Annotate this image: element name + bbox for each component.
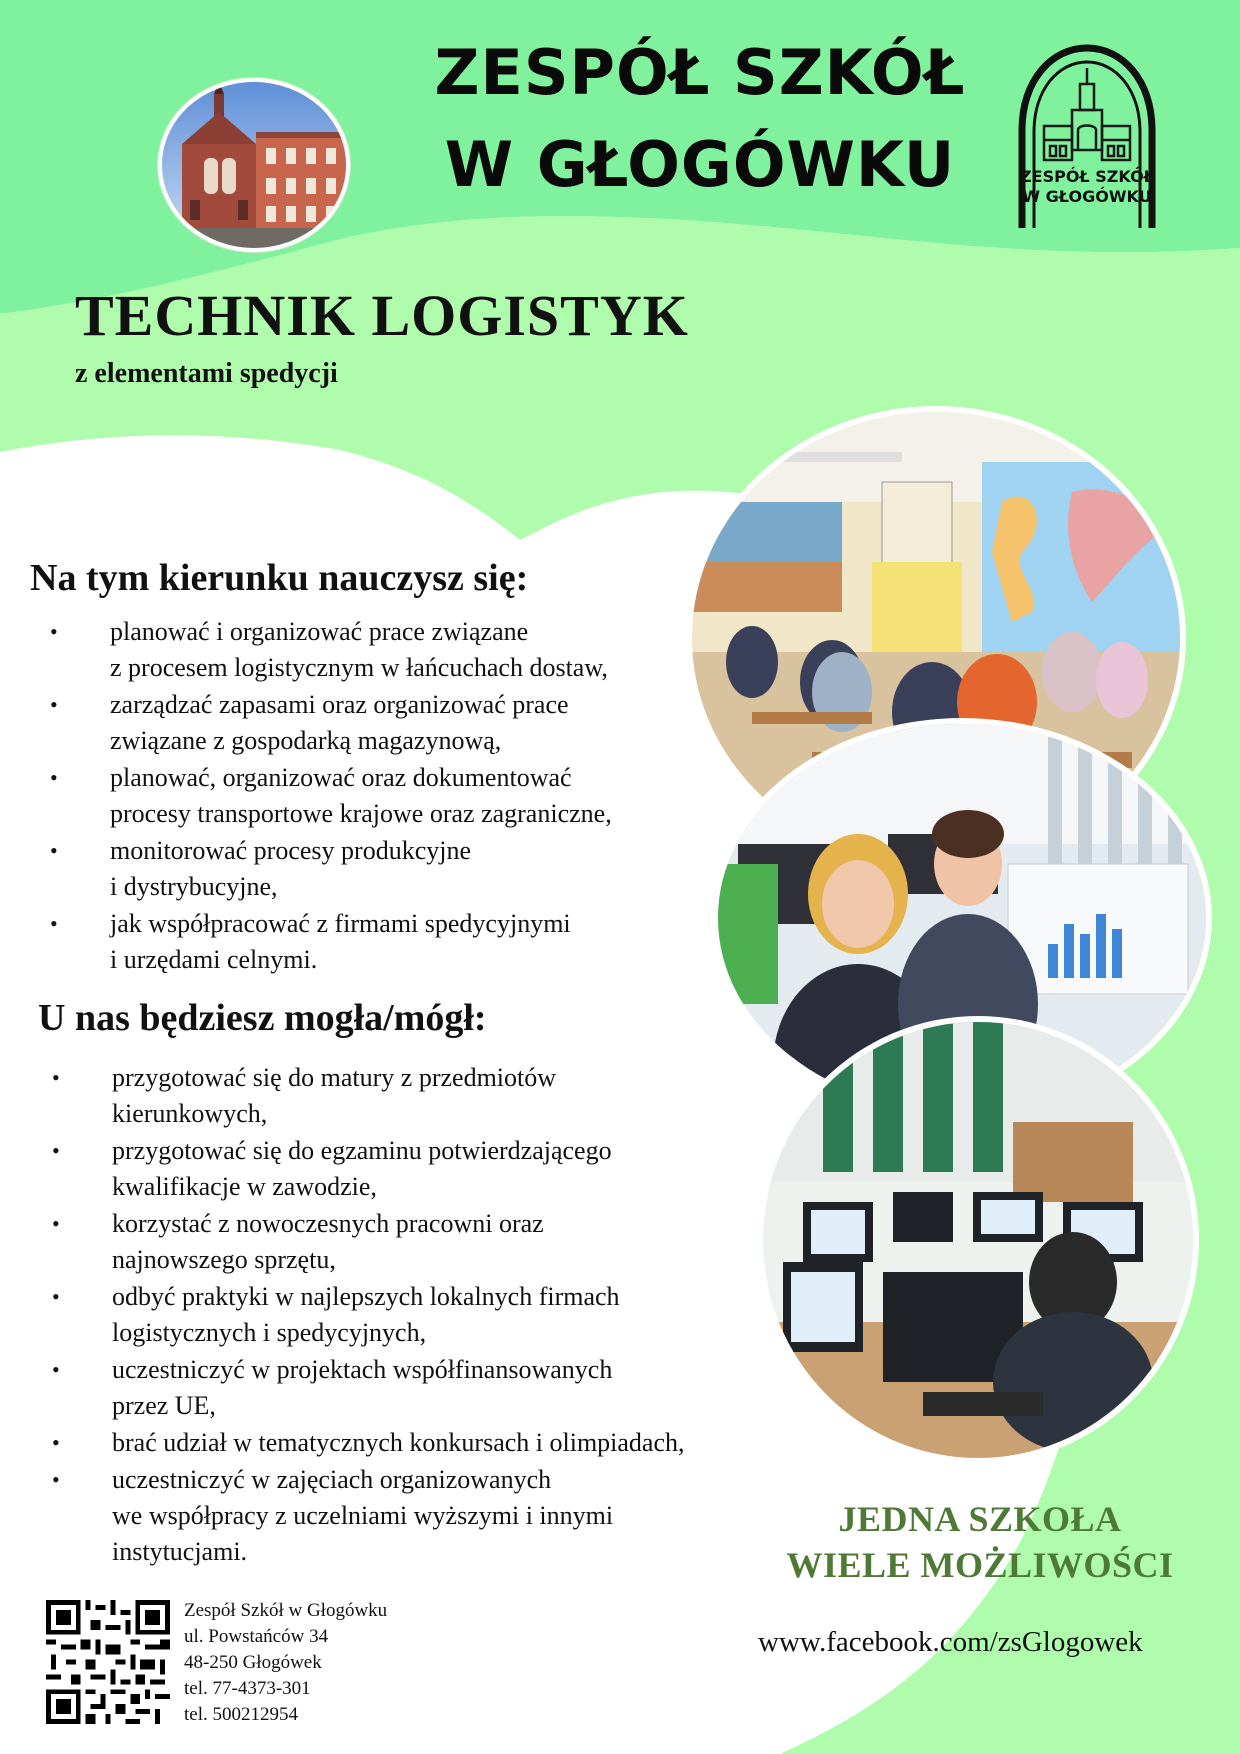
school-name-line2: W GŁOGÓWKU: [444, 128, 956, 201]
learn-list: [30, 614, 690, 979]
contact-postal: 48-250 Głogówek: [184, 1652, 322, 1673]
slogan: [760, 1496, 1200, 1588]
contact-name: Zespół Szkół w Głogówku: [184, 1600, 388, 1621]
list-item: • zarządzać zapasami oraz organizować prace związane z gospodarką magazynową,: [30, 687, 690, 759]
list-item: • jak współpracować z firmami spedycyjnymi i urzędami celnymi.: [30, 906, 690, 978]
list-item: • planować, organizować oraz dokumentować procesy transportowe krajowe oraz zagraniczne,: [30, 760, 690, 832]
slogan-line1: JEDNA SZKOŁA: [838, 1499, 1122, 1539]
logo-text-line1: ZESPÓŁ SZKÓŁ: [1020, 167, 1154, 186]
school-building-photo: [158, 78, 350, 252]
learn-heading: Na tym kierunku nauczysz się:: [30, 557, 529, 599]
profession-title: TECHNIK LOGISTYK: [75, 283, 689, 348]
list-item: • brać udział w tematycznych konkursach i olimpiadach,: [32, 1425, 772, 1461]
slogan-line2: WIELE MOŻLIWOŚCI: [786, 1545, 1174, 1585]
list-item: • monitorować procesy produkcyjne i dystrybucyjne,: [30, 833, 690, 905]
contact-street: ul. Powstańców 34: [184, 1626, 329, 1647]
logo-text-line2: W GŁOGÓWKU: [1022, 187, 1152, 206]
benefits-list: [32, 1060, 772, 1571]
contact-phone2[interactable]: tel. 500212954: [184, 1704, 298, 1725]
list-item: • przygotować się do matury z przedmiotów kierunkowych,: [32, 1060, 772, 1132]
list-item: • odbyć praktyki w najlepszych lokalnych firmach logistycznych i spedycyjnych,: [32, 1279, 772, 1351]
computer-lab-photo: [757, 1016, 1199, 1464]
school-name-line1: ZESPÓŁ SZKÓŁ: [434, 36, 966, 109]
facebook-link[interactable]: www.facebook.com/zsGlogowek: [758, 1626, 1143, 1658]
qr-code[interactable]: [46, 1600, 170, 1724]
list-item: • przygotować się do egzaminu potwierdzającego kwalifikacje w zawodzie,: [32, 1133, 772, 1205]
profession-subtitle: z elementami spedycji: [75, 358, 338, 389]
school-name: [430, 34, 970, 204]
list-item: • uczestniczyć w zajęciach organizowanych we współpracy z uczelniami wyższymi i innymi instytucjami.: [32, 1462, 772, 1570]
benefits-heading: U nas będziesz mogła/mógł:: [38, 997, 487, 1039]
contact-info: [184, 1598, 387, 1728]
list-item: • korzystać z nowoczesnych pracowni oraz najnowszego sprzętu,: [32, 1206, 772, 1278]
list-item: • planować i organizować prace związane z procesem logistycznym w łańcuchach dostaw,: [30, 614, 690, 686]
list-item: • uczestniczyć w projektach współfinansowanych przez UE,: [32, 1352, 772, 1424]
school-logo: [1012, 40, 1162, 232]
contact-phone1[interactable]: tel. 77-4373-301: [184, 1678, 311, 1699]
